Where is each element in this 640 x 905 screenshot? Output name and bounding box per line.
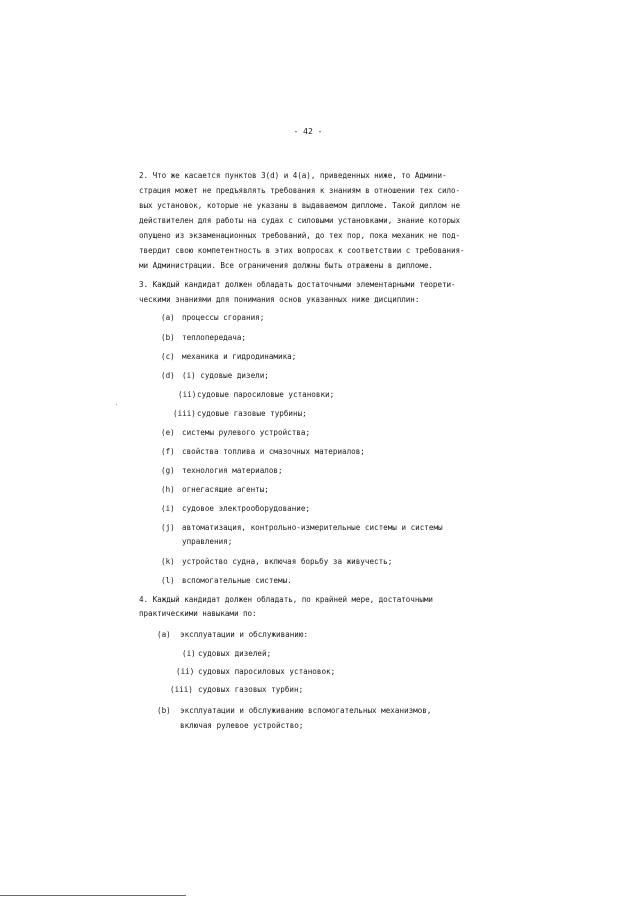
- item-text: эксплуатации и обслуживанию:: [180, 630, 309, 639]
- para4-line-2: практическими навыками по:: [139, 609, 257, 618]
- item-text: вспомогательные системы.: [182, 576, 292, 585]
- item-text: эксплуатации и обслуживанию вспомогательных механизмов,: [180, 706, 432, 715]
- para2-line-1: 2. Что же касается пунктов 3(d) и 4(a), приведенных ниже, то Админи-: [139, 171, 447, 180]
- item-label: (a): [157, 630, 171, 639]
- item-label: (k): [161, 557, 175, 566]
- para2-line-7: ми Администрации. Все ограничения должны быть отражены в дипломе.: [139, 261, 433, 270]
- item-text: технология материалов;: [182, 466, 283, 475]
- item-label: (iii): [170, 685, 193, 694]
- item-text: свойства топлива и смазочных материалов;: [182, 447, 365, 456]
- item-text: судовых паросиловых установок;: [198, 667, 336, 676]
- para2-line-2: страция может не предъявлять требования к знаниям в отношении тех сило-: [139, 186, 461, 195]
- item-text: огнегасящие агенты;: [182, 485, 269, 494]
- item-text: автоматизация, контрольно-измерительные системы и системы: [182, 523, 443, 532]
- page-number: - 42 -: [293, 127, 323, 136]
- item-label: (a): [161, 313, 175, 322]
- para2-line-4: действителен для работы на судах с силовыми установками, знание которых: [139, 216, 461, 225]
- item-text: управления;: [182, 537, 233, 546]
- item-label: (l): [161, 576, 175, 585]
- para2-line-5: опущено из экзаменационных требований, до тех пор, пока механик не под-: [139, 231, 461, 240]
- item-label: (h): [161, 485, 175, 494]
- item-text: судовых газовых турбин;: [198, 685, 304, 694]
- para3-line-1: 3. Каждый кандидат должен обладать достаточными элементарными теорети-: [139, 280, 456, 289]
- item-label: (b): [157, 706, 171, 715]
- item-text: теплопередача;: [182, 333, 247, 342]
- item-label: (ii): [178, 390, 197, 399]
- item-text: системы рулевого устройства;: [182, 428, 311, 437]
- para2-line-3: вых установок, которые не указаны в выдаваемом дипломе. Такой диплом не: [139, 201, 461, 210]
- item-label: (d): [161, 371, 175, 380]
- item-text: механика и гидродинамика;: [182, 352, 297, 361]
- item-label: (e): [161, 428, 175, 437]
- item-label: (b): [161, 333, 175, 342]
- scan-edge-rule: [0, 895, 186, 896]
- para2-line-6: твердит свою компетентность в этих вопросах к соответствии с требования-: [139, 246, 465, 255]
- item-text: устройство судна, включая борьбу за живучесть;: [182, 557, 393, 566]
- item-text: включая рулевое устройство;: [180, 721, 304, 730]
- para3-line-2: ческими знаниями для понимания основ указанных ниже дисциплин:: [139, 295, 420, 304]
- item-label: (ii): [176, 667, 195, 676]
- item-text: судовое электрооборудование;: [182, 504, 311, 513]
- item-text: судовые паросиловые установки;: [197, 390, 335, 399]
- item-label: (j): [161, 523, 175, 532]
- item-label: (f): [161, 447, 175, 456]
- item-text: (i) судовые дизели;: [182, 371, 269, 380]
- item-label: (i): [161, 504, 175, 513]
- item-label: (g): [161, 466, 175, 475]
- scan-edge-dash: [168, 895, 186, 896]
- item-text: судовых дизелей;: [198, 649, 272, 658]
- item-label: (c): [161, 352, 175, 361]
- para4-line-1: 4. Каждый кандидат должен обладать, по крайней мере, достаточными: [139, 595, 433, 604]
- item-text: судовые газовые турбины;: [197, 409, 307, 418]
- item-label: (i): [182, 649, 196, 658]
- item-label: (iii): [173, 409, 196, 418]
- scan-speck: [116, 404, 117, 405]
- item-text: процессы сгорания;: [182, 313, 265, 322]
